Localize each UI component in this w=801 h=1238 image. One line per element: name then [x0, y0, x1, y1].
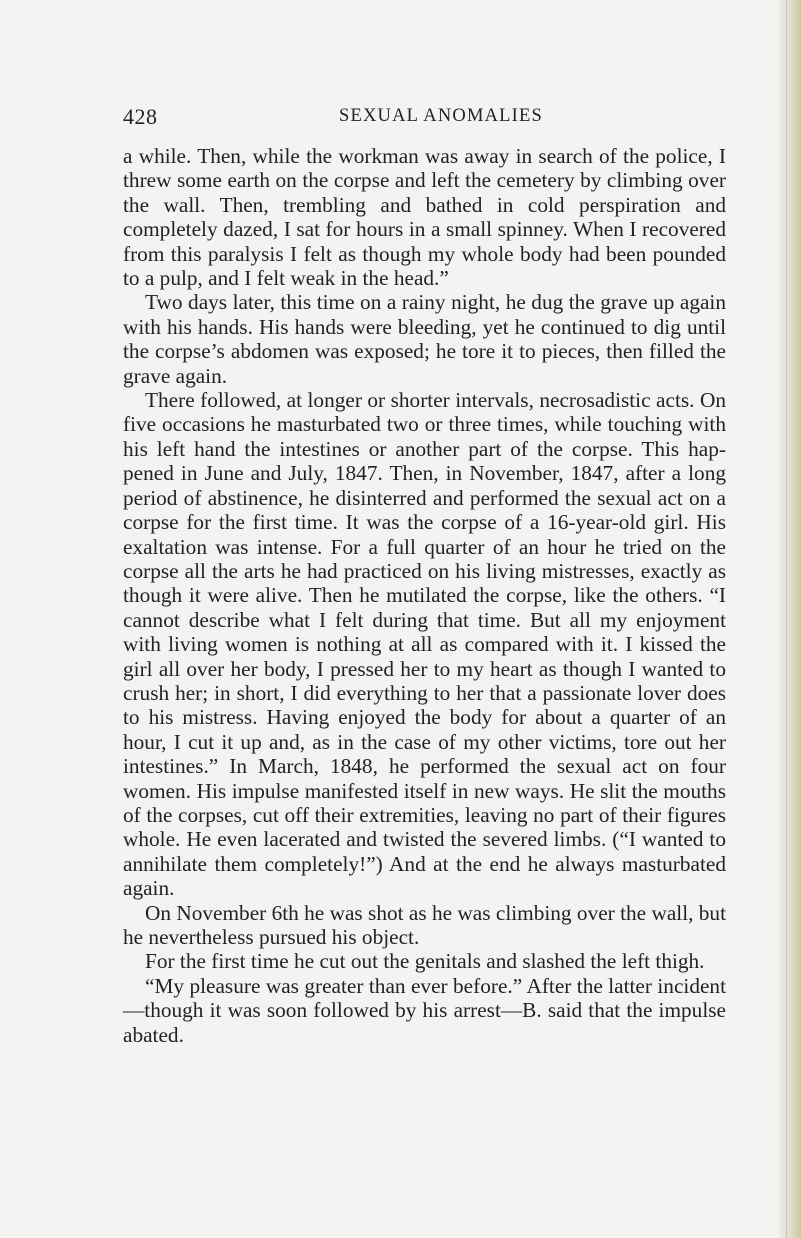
page-edge-line	[786, 0, 787, 1238]
page-header	[123, 104, 723, 136]
paragraph: There followed, at longer or shorter intervals, necrosadistic acts. On five occasions he masturbated two or three times, while touching with his left hand the intestines or another part of the corpse. This happened in June and July, 1847. Then, in November, 1847, after a long period of abstinence, he disinterred and performed the sexual act on a corpse for the first time. It was the corpse of a 16-year-old girl. His exaltation was intense. For a full quarter of an hour he tried on the corpse all the arts he had practiced on his living mistresses, exactly as though it were alive. Then he mutilated the corpse, like the others. “I cannot describe what I felt during that time. But all my enjoyment with living women is nothing at all as compared with it. I kissed the girl all over her body, I pressed her to my heart as though I wanted to crush her; in short, I did everything to her that a passionate lover does to his mistress. Having enjoyed the body for about a quarter of an hour, I cut it up and, as in the case of my other victims, tore out her intestines.” In March, 1848, he performed the sexual act on four women. His impulse manifested itself in new ways. He slit the mouths of the corpses, cut off their extremities, leaving no part of their figures whole. He even lacerated and twisted the severed limbs. (“I wanted to annihilate them completely!”) And at the end he always masturbated again.	[123, 388, 726, 901]
paragraph: Two days later, this time on a rainy night, he dug the grave up again with his hands. His hands were bleeding, yet he continued to dig until the corpse’s abdomen was exposed; he tore it to pieces, then filled the grave again.	[123, 290, 726, 388]
page-edge	[779, 0, 801, 1238]
page-number: 428	[123, 104, 158, 129]
text-body	[123, 144, 726, 1047]
running-head: SEXUAL ANOMALIES	[339, 106, 544, 126]
paragraph: “My pleasure was greater than ever before.” After the latter incident—though it was soon followed by his arrest—B. said that the impulse abated.	[123, 973, 726, 1047]
paragraph: For the first time he cut out the genitals and slashed the left thigh.	[145, 949, 705, 974]
paragraph: On November 6th he was shot as he was climbing over the wall, but he nevertheless pursued his object.	[123, 900, 726, 949]
paragraph-continuation: a while. Then, while the workman was away in search of the police, I threw some earth on the corpse and left the cemetery by climbing over the wall. Then, trembling and bathed in cold perspiration and completely dazed, I sat for hours in a small spinney. When I recovered from this paralysis I felt as though my whole body had been pounded to a pulp, and I felt weak in the head.”	[123, 144, 726, 291]
